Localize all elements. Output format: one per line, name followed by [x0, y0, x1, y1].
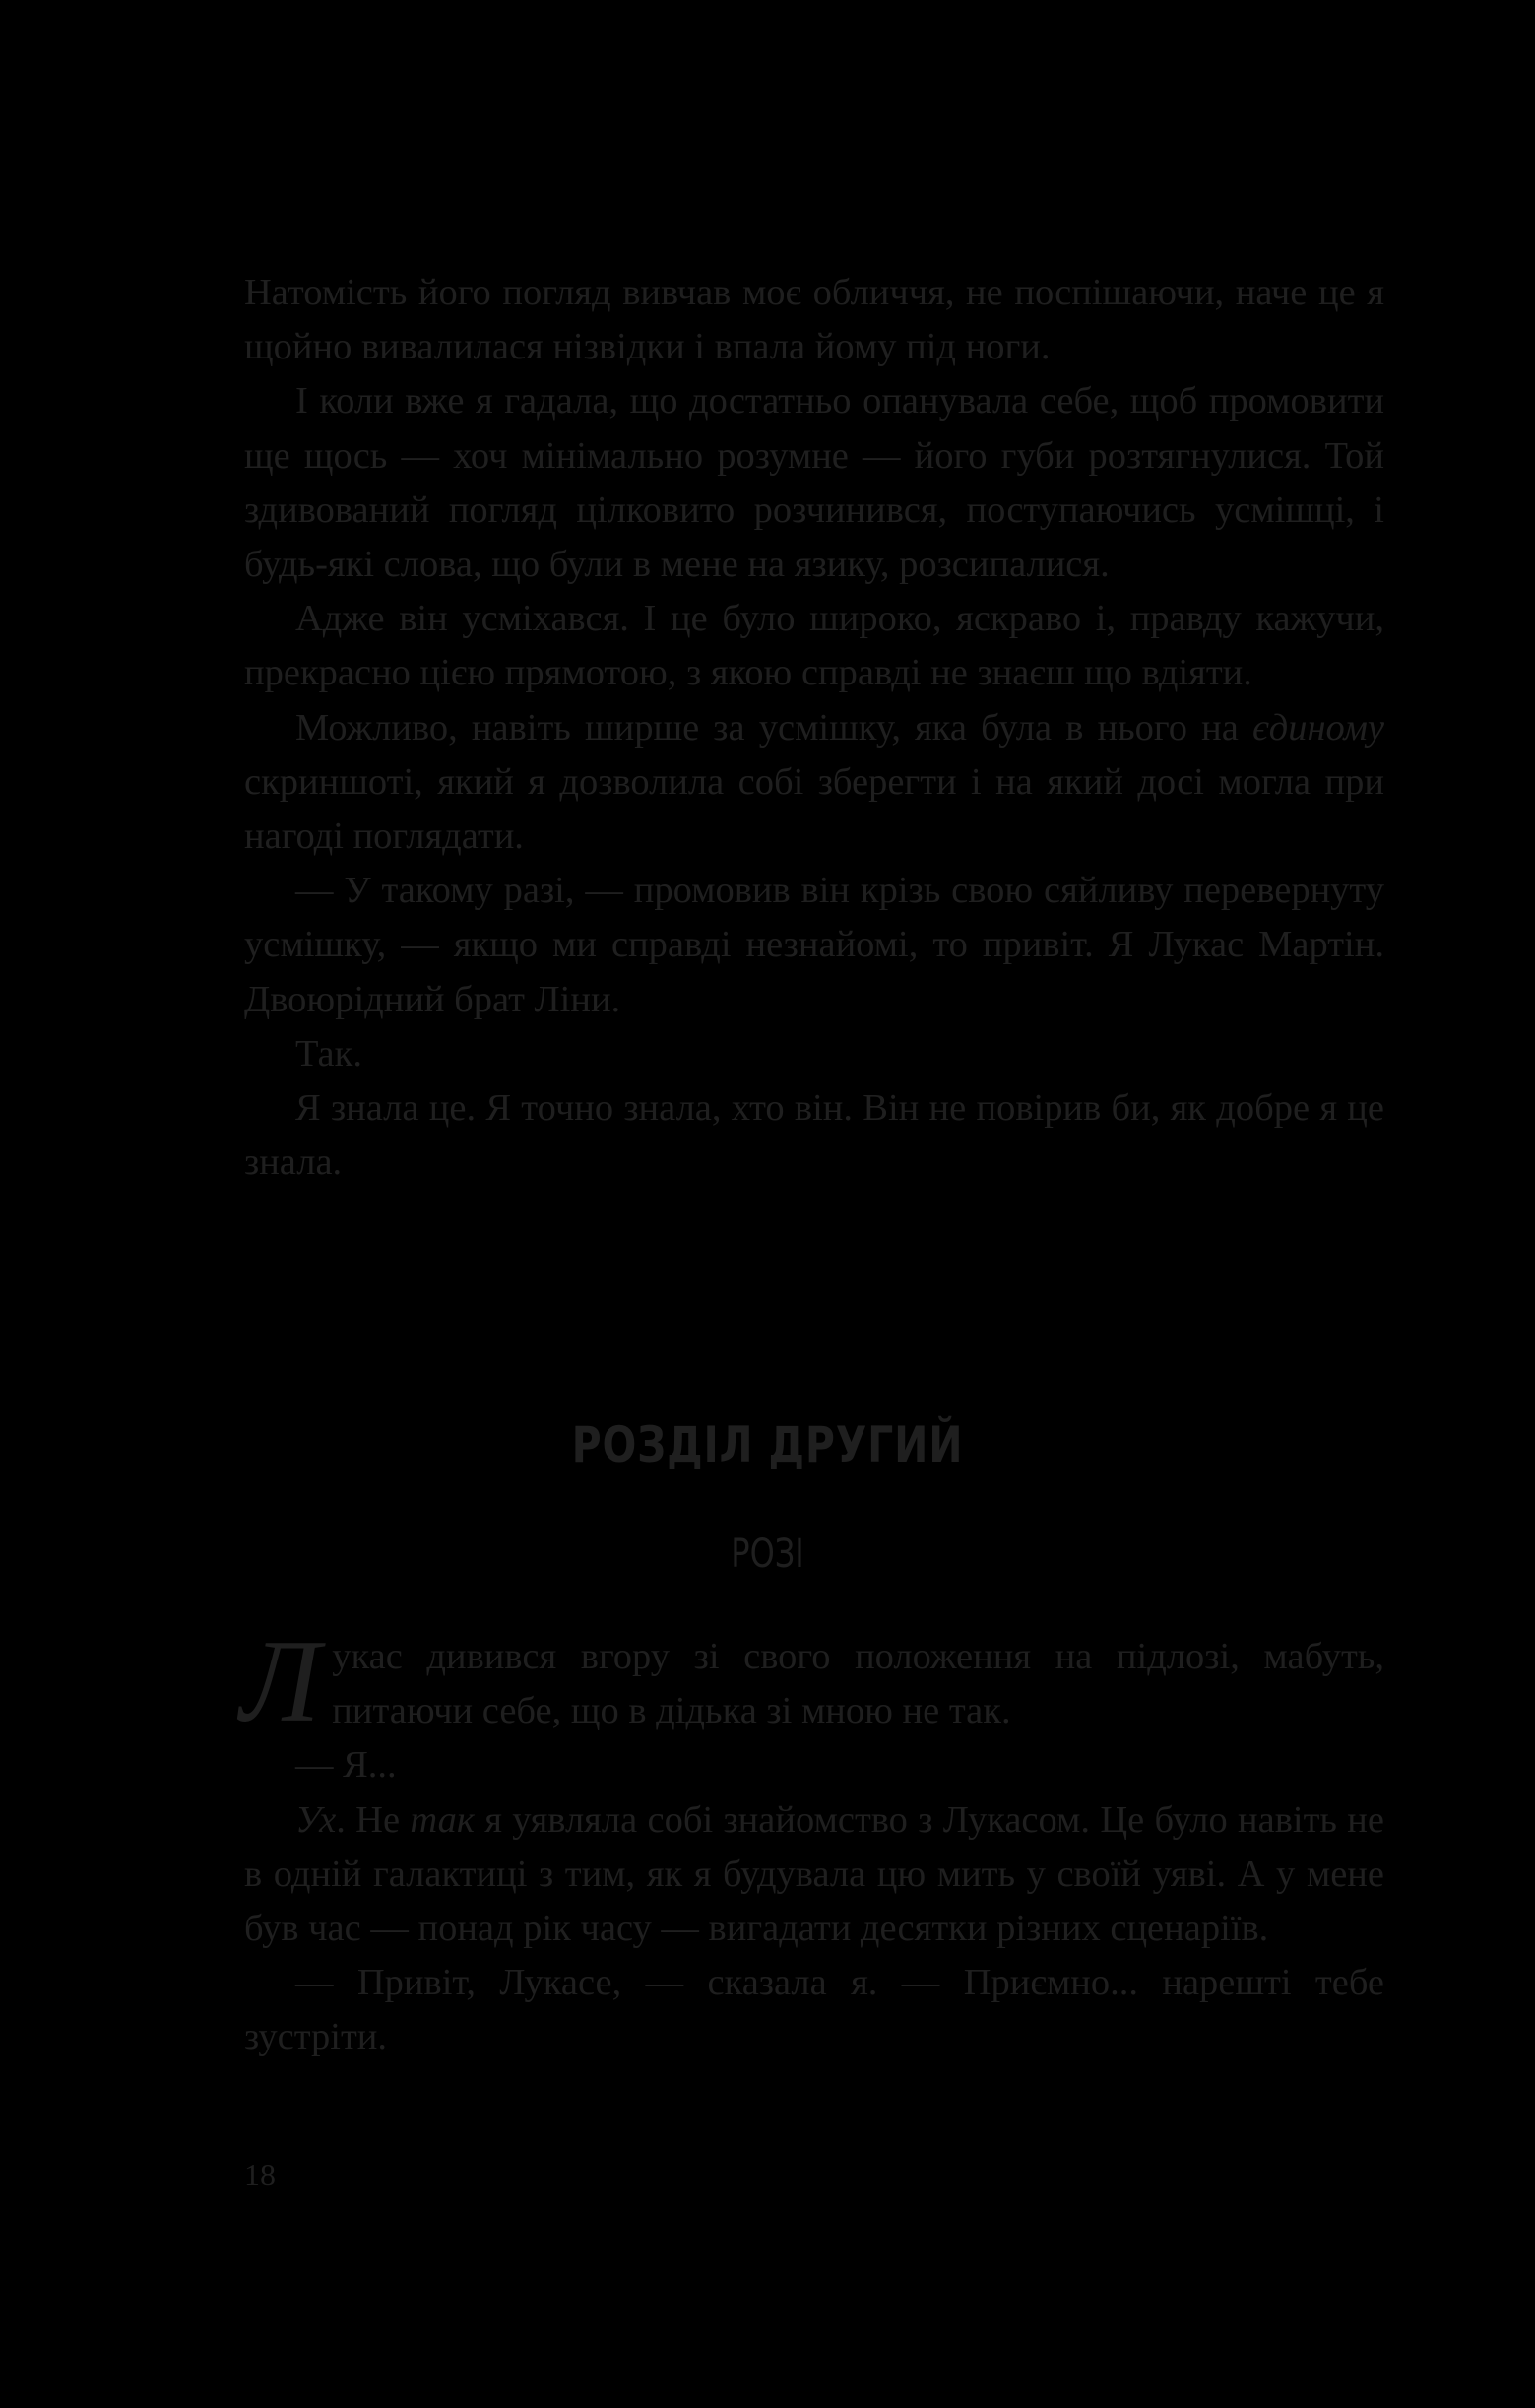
- italic-text: так: [410, 1798, 475, 1841]
- paragraph: — Я...: [295, 1744, 397, 1787]
- main-text-bottom: [240, 1615, 1384, 2065]
- paragraph: — Привіт, Лукасе, — сказала я. — Приємно... нарешті тебе зустріти.: [244, 1962, 1384, 2058]
- main-text-top: [244, 266, 1384, 1190]
- paragraph: [240, 1615, 1384, 1746]
- paragraph: І коли вже я гадала, що достатньо опанувала себе, щоб промовити ще щось — хоч мінімально розумне — його губи розтягнулися. Той здивований погляд цілковито розчинився, поступаючись усмішці, і будь-які слова, що були в мене на язику, розсипалися.: [244, 380, 1384, 586]
- text-run: укас дивився вгору зі свого положення на підлозі, мабуть, питаючи себе, що в дідька зі мною не так.: [332, 1636, 1384, 1732]
- chapter-subtitle: РОЗІ: [731, 1531, 804, 1577]
- paragraph: Я знала це. Я точно знала, хто він. Він не повірив би, як добре я це знала.: [244, 1087, 1384, 1184]
- text-run: . Не: [336, 1798, 411, 1841]
- text-run: скриншоті, який я дозволила собі зберегти і на який досі могла при нагоді поглядати.: [244, 760, 1384, 858]
- paragraph: [244, 1793, 1384, 1957]
- paragraph: [244, 701, 1384, 865]
- chapter-title: РОЗДІЛ ДРУГИЙ: [571, 1416, 964, 1473]
- italic-text: Ух: [295, 1798, 337, 1841]
- paragraph: — У такому разі, — промовив він крізь свою сяйливу перевернуту усмішку, — якщо ми справді незнайомі, то привіт. Я Лукас Мартін. Двоюрідний брат Ліни.: [244, 870, 1384, 1020]
- drop-cap: Л: [240, 1615, 321, 1746]
- paragraph: Адже він усміхався. І це було широко, яскраво і, правду кажучи, прекрасно цією прямотою, з якою справді не знаєш що вдіяти.: [244, 598, 1384, 694]
- text-run: я уявляла собі знайомство з Лукасом. Це було навіть не в одній галактиці з тим, як я будувала цю мить у своїй уяві. А у мене був час — понад рік часу — вигадати десятки різних сценаріїв.: [244, 1798, 1384, 1950]
- paragraph: Натомість його погляд вивчав моє обличчя, не поспішаючи, наче це я щойно вивалилася нізвідки і впала йому під ноги.: [244, 272, 1384, 368]
- italic-text: єдиному: [1251, 706, 1384, 748]
- page-number: 18: [244, 2157, 276, 2192]
- paragraph: Так.: [295, 1032, 362, 1074]
- text-run: Можливо, навіть ширше за усмішку, яка була в нього на: [295, 706, 1252, 748]
